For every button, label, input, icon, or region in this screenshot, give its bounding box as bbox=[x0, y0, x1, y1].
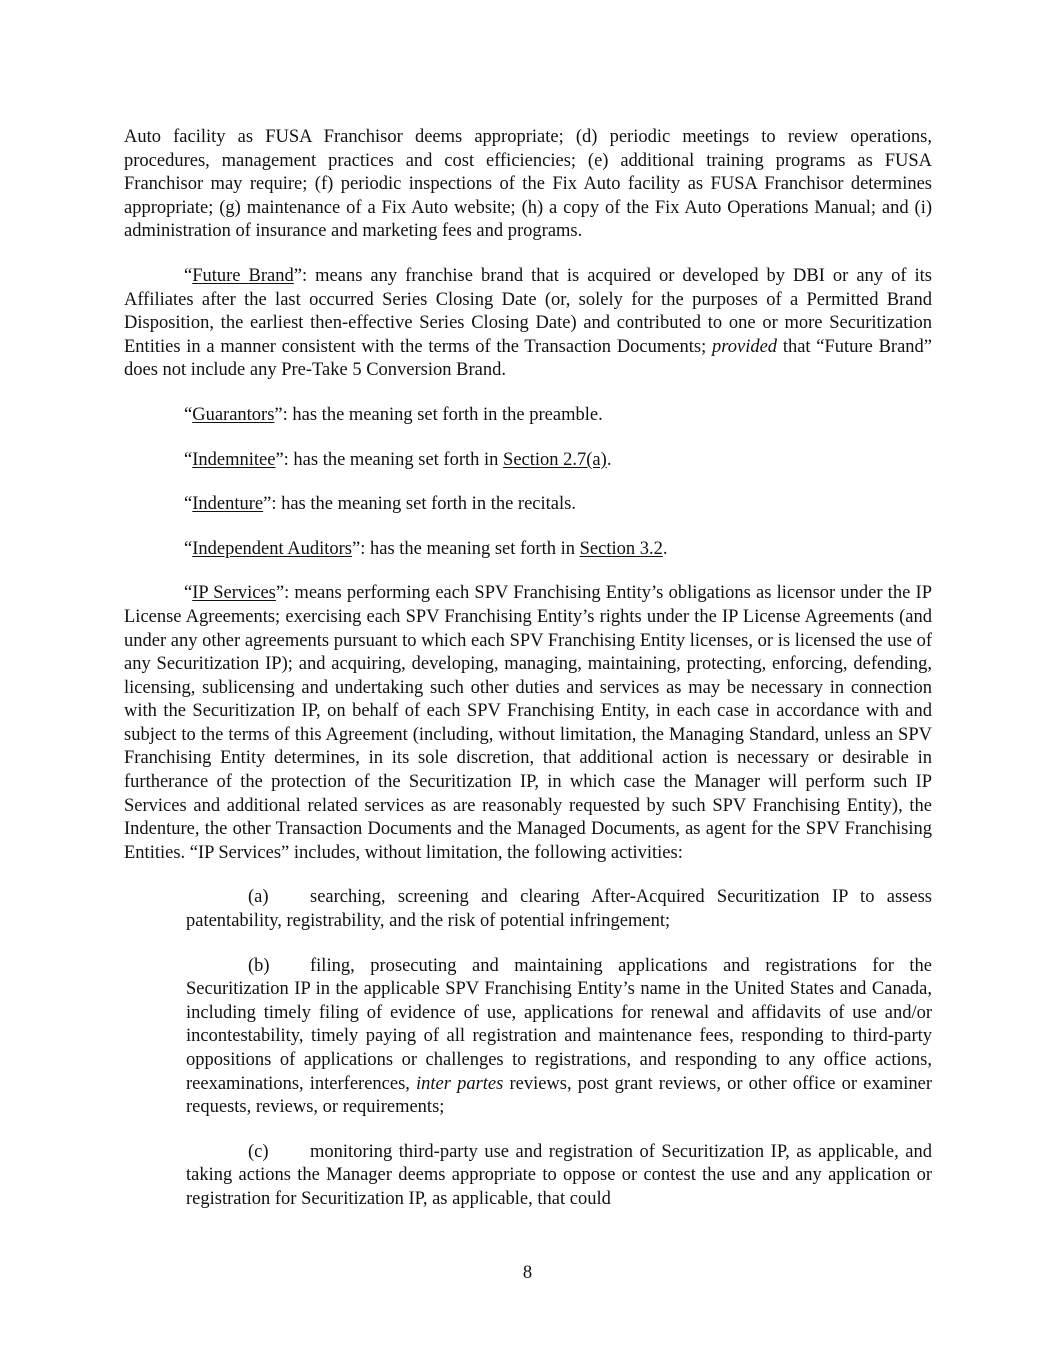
term-independent-auditors: Independent Auditors bbox=[192, 538, 353, 559]
section-reference[interactable]: Section 3.2 bbox=[579, 538, 663, 559]
definition-guarantors: “Guarantors”: has the meaning set forth in the preamble. bbox=[184, 404, 603, 425]
activity-item bbox=[186, 955, 932, 1120]
term-indenture: Indenture bbox=[192, 494, 264, 515]
term-ip-services: IP Services bbox=[192, 583, 276, 604]
italic-inter-partes: inter partes bbox=[416, 1073, 504, 1094]
activity-label: (b) bbox=[248, 955, 270, 976]
term-future-brand: Future Brand bbox=[192, 265, 294, 286]
activity-item bbox=[186, 1141, 932, 1212]
page-body bbox=[124, 126, 932, 1233]
activity-item bbox=[186, 886, 932, 933]
activity-label: (c) bbox=[248, 1141, 269, 1162]
activity-label: (a) bbox=[248, 887, 269, 908]
definition-future-brand: “Future Brand”: means any franchise brand that is acquired or developed by DBI or any of its Affiliates after the last occurred Series Closing Date (or, solely for the purposes of a Permitted Brand Disposition, the earliest then-effective Series Closing Date) and contributed to one or more Securitization Entities in a manner consistent with the terms of the Transaction Documents; provided that “Future Brand” does not include any Pre-Take 5 Conversion Brand. bbox=[124, 265, 933, 381]
activity-text: monitoring third-party use and registration of Securitization IP, as applicable, and taking actions the Manager deems appropriate to oppose or contest the use and any application or registration for Securitization IP, as applicable, that could bbox=[186, 1141, 932, 1209]
page-number: 8 bbox=[522, 1263, 533, 1283]
section-reference[interactable]: Section 2.7(a) bbox=[503, 449, 607, 470]
definition-text: ”: has the meaning set forth in the recitals. bbox=[263, 494, 576, 515]
definition-text: ”: has the meaning set forth in the preamble. bbox=[274, 404, 603, 425]
continuation-paragraph: Auto facility as FUSA Franchisor deems appropriate; (d) periodic meetings to review operations, procedures, management practices and cost efficiencies; (e) additional training programs as FUSA Franchisor may require; (f) periodic inspections of the Fix Auto facility as FUSA Franchisor determines appropriate; (g) maintenance of a Fix Auto website; (h) a copy of the Fix Auto Operations Manual; and (i) administration of insurance and marketing fees and programs. bbox=[124, 127, 932, 242]
definition-indemnitee: “Indemnitee”: has the meaning set forth in Section 2.7(a). bbox=[184, 449, 612, 470]
italic-provided: provided bbox=[711, 336, 778, 357]
definition-ip-services: “IP Services”: means performing each SPV Franchising Entity’s obligations as licensor under the IP License Agreements; exercising each SPV Franchising Entity’s rights under the IP License Agreements (and under any other agreements pursuant to which each SPV Franchising Entity licenses, or is licensed the use of any Securitization IP); and acquiring, developing, managing, maintaining, protecting, enforcing, defending, licensing, sublicensing and undertaking such other duties and services as may be necessary in connection with the Securitization IP, on behalf of each SPV Franchising Entity, in each case in accordance with and subject to the terms of this Agreement (including, without limitation, the Managing Standard, unless an SPV Franchising Entity determines, in its sole discretion, that additional action is necessary or desirable in furtherance of the protection of the Securitization IP, in which case the Manager will perform such IP Services and additional related services as are reasonably requested by such SPV Franchising Entity), the Indenture, the other Transaction Documents and the Managed Documents, as agent for the SPV Franchising Entities. “IP Services” includes, without limitation, the following activities: bbox=[124, 583, 932, 863]
term-indemnitee: Indemnitee bbox=[192, 449, 276, 470]
definition-text: ”: has the meaning set forth in bbox=[275, 449, 504, 470]
term-guarantors: Guarantors bbox=[192, 404, 275, 425]
activity-text: reviews, post grant reviews, or other office or examiner requests, reviews, or requirements; bbox=[186, 1073, 932, 1118]
definition-independent-auditors: “Independent Auditors”: has the meaning set forth in Section 3.2. bbox=[184, 538, 668, 559]
definition-text: ”: has the meaning set forth in bbox=[352, 538, 580, 559]
definition-text: ”: means performing each SPV Franchising Entity’s obligations as licensor under the IP License Agreements; exercising each SPV Franchising Entity’s rights under the IP License Agreements (and under any other agreements pursuant to which each SPV Franchising Entity licenses, or is licensed the use of any Securitization IP); and acquiring, developing, managing, maintaining, protecting, enforcing, defending, licensing, sublicensing and undertaking such other duties and services as may be necessary in connection with the Securitization IP, on behalf of each SPV Franchising Entity, in each case in accordance with and subject to the terms of this Agreement (including, without limitation, the Managing Standard, unless an SPV Franchising Entity determines, in its sole discretion, that additional action is necessary or desirable in furtherance of the protection of the Securitization IP, in which case the Manager will perform such IP Services and additional related services as are reasonably requested by such SPV Franchising Entity), the Indenture, the other Transaction Documents and the Managed Documents, as agent for the SPV Franchising Entities. “IP Services” includes, without limitation, the following activities: bbox=[124, 583, 932, 863]
definition-indenture: “Indenture”: has the meaning set forth in the recitals. bbox=[184, 494, 576, 515]
definition-text: ”: means any franchise brand that is acquired or developed by DBI or any of its Affiliates after the last occurred Series Closing Date (or, solely for the purposes of a Permitted Brand Disposition, the earliest then-effective Series Closing Date) and contributed to one or more Securitization Entities in a manner consistent with the terms of the Transaction Documents; bbox=[124, 265, 933, 357]
activity-text: searching, screening and clearing After-Acquired Securitization IP to assess patentability, registrability, and the risk of potential infringement; bbox=[186, 887, 932, 932]
activity-text: filing, prosecuting and maintaining applications and registrations for the Securitization IP in the applicable SPV Franchising Entity’s name in the United States and Canada, including timely filing of evidence of use, applications for renewal and affidavits of use and/or incontestability, timely paying of all registration and maintenance fees, responding to third-party oppositions of applications or challenges to registrations, and responding to any office actions, reexaminations, interferences, bbox=[186, 955, 932, 1094]
definition-text: that “Future Brand” does not include any Pre-Take 5 Conversion Brand. bbox=[124, 336, 932, 381]
